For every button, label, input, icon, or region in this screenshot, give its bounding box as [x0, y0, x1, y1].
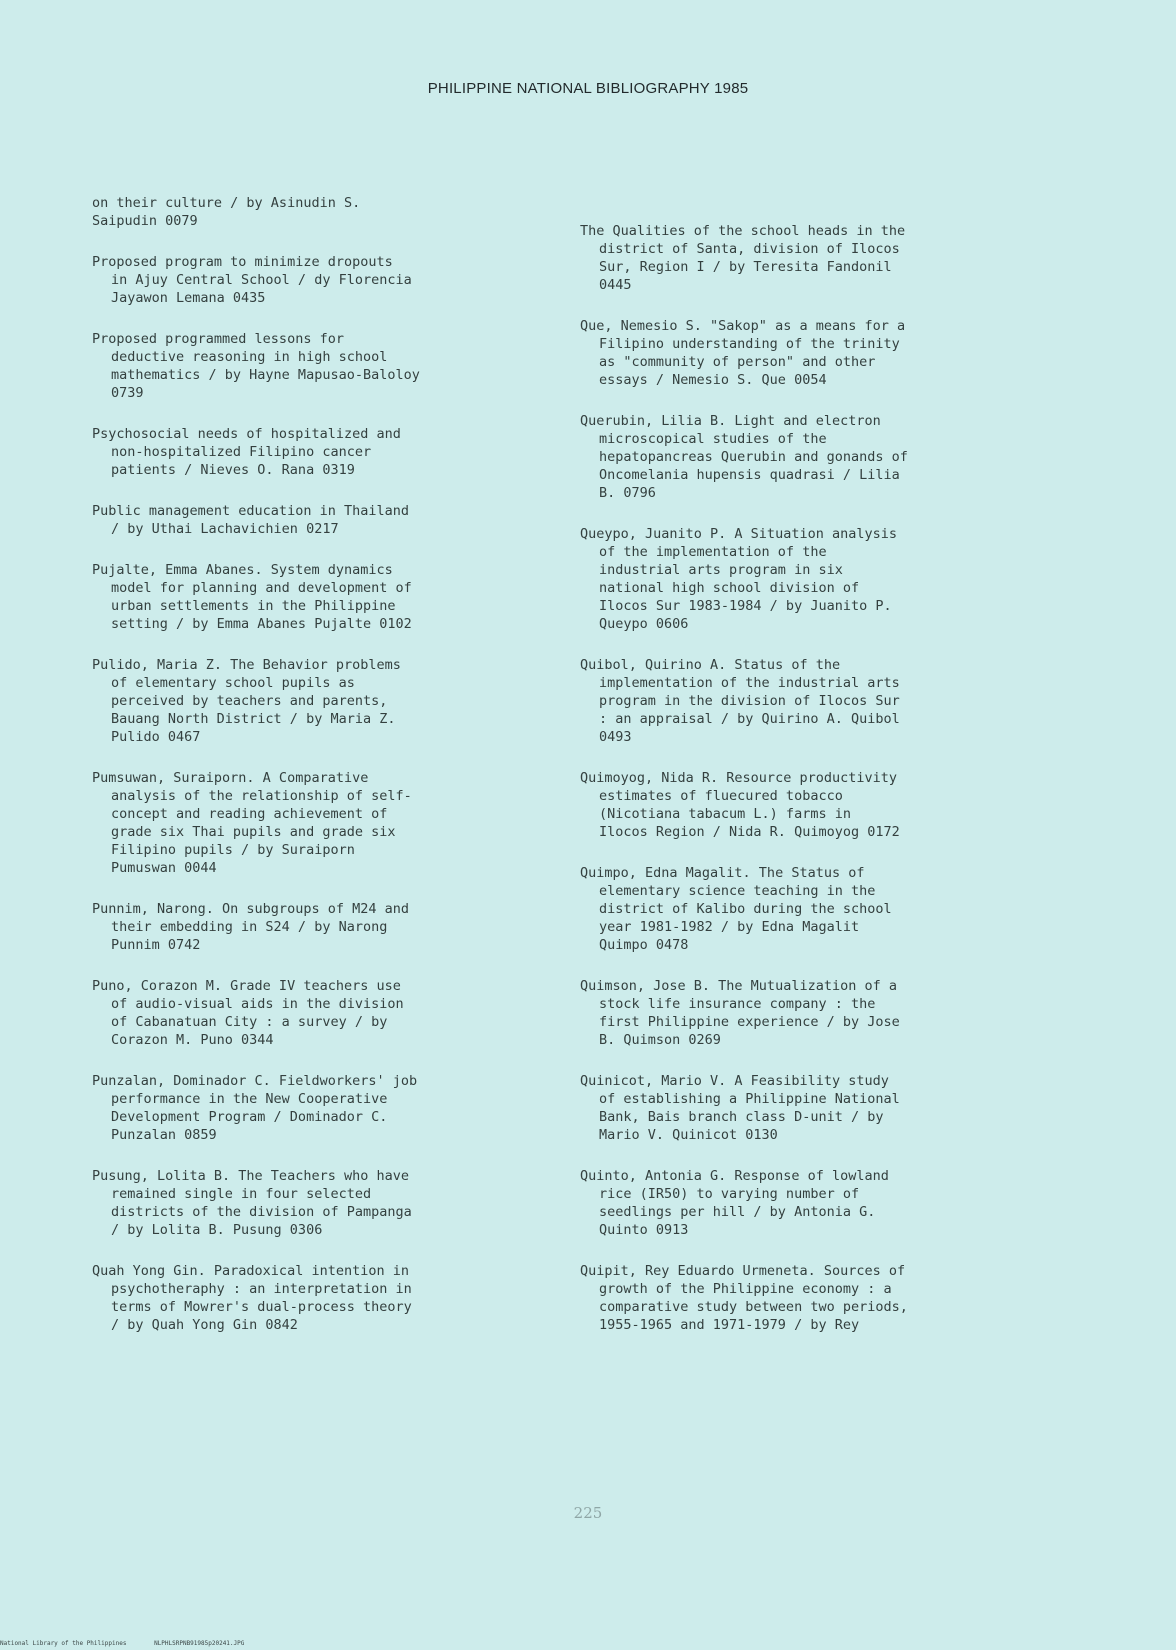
bib-entry: Quimson, Jose B. The Mutualization of a stock life insurance company : the first Philippine experience / by Jose B. Quimson 0269 [580, 978, 900, 1048]
bib-entry: Pulido, Maria Z. The Behavior problems of elementary school pupils as perceived by teachers and parents, Bauang North District / by Maria Z. Pulido 0467 [92, 657, 401, 745]
bib-entry: Punnim, Narong. On subgroups of M24 and their embedding in S24 / by Narong Punnim 0742 [92, 901, 409, 953]
bib-entry: Querubin, Lilia B. Light and electron microscopical studies of the hepatopancreas Querubin and gonands of Oncomelania hupensis quadrasi / Lilia B. 0796 [580, 413, 908, 501]
bib-entry: Quimpo, Edna Magalit. The Status of elementary science teaching in the district of Kalibo during the school year 1981-1982 / by Edna Magalit Quimpo 0478 [580, 865, 892, 953]
footer-filename: NLPHLSRPNB91985p20241.JPG [154, 1640, 245, 1647]
bib-entry: Pumsuwan, Suraiporn. A Comparative analysis of the relationship of self- concept and reading achievement of grade six Thai pupils and grade six Filipino pupils / by Suraiporn Pumuswan 0044 [92, 770, 412, 876]
footer-institution: National Library of the Philippines [0, 1640, 127, 1647]
bib-entry: Psychosocial needs of hospitalized and non-hospitalized Filipino cancer patients / Nieves O. Rana 0319 [92, 426, 401, 478]
bib-entry: Proposed program to minimize dropouts in Ajuy Central School / dy Florencia Jayawon Lemana 0435 [92, 254, 412, 306]
page-number: 225 [573, 1504, 603, 1522]
right-column [580, 222, 1050, 1357]
scan-footer [0, 1640, 268, 1647]
bib-entry: Que, Nemesio S. "Sakop" as a means for a Filipino understanding of the trinity as "community of person" and other essays / Nemesio S. Que 0054 [580, 318, 906, 388]
bib-entry: Quah Yong Gin. Paradoxical intention in psychotheraphy : an interpretation in terms of Mowrer's dual-process theory / by Quah Yong Gin 0842 [92, 1263, 412, 1333]
page-header: PHILIPPINE NATIONAL BIBLIOGRAPHY 1985 [427, 80, 749, 97]
bib-entry: Quibol, Quirino A. Status of the implementation of the industrial arts program in the division of Ilocos Sur : an appraisal / by Quirino A. Quibol 0493 [580, 657, 900, 745]
bib-entry: The Qualities of the school heads in the district of Santa, division of Ilocos Sur, Region I / by Teresita Fandonil 0445 [580, 223, 906, 293]
bib-entry: Puno, Corazon M. Grade IV teachers use of audio-visual aids in the division of Cabanatuan City : a survey / by Corazon M. Puno 0344 [92, 978, 404, 1048]
bib-entry: Quinicot, Mario V. A Feasibility study of establishing a Philippine National Bank, Bais branch class D-unit / by Mario V. Quinicot 0130 [580, 1073, 900, 1143]
bib-entry: Pusung, Lolita B. The Teachers who have remained single in four selected districts of the division of Pampanga / by Lolita B. Pusung 0306 [92, 1168, 412, 1238]
bib-entry: Proposed programmed lessons for deductive reasoning in high school mathematics / by Hayne Mapusao-Baloloy 0739 [92, 331, 420, 401]
bib-entry: Quinto, Antonia G. Response of lowland rice (IR50) to varying number of seedlings per hill / by Antonia G. Quinto 0913 [580, 1168, 889, 1238]
bib-entry: Quimoyog, Nida R. Resource productivity estimates of fluecured tobacco (Nicotiana tabacum L.) farms in Ilocos Region / Nida R. Quimoyog 0172 [580, 770, 900, 840]
bib-entry: Quipit, Rey Eduardo Urmeneta. Sources of growth of the Philippine economy : a comparative study between two periods, 1955-1965 and 1971-1979 / by Rey [580, 1263, 908, 1333]
bib-entry: Public management education in Thailand / by Uthai Lachavichien 0217 [92, 503, 409, 537]
bib-entry: on their culture / by Asinudin S. Saipudin 0079 [92, 195, 361, 229]
bib-entry: Punzalan, Dominador C. Fieldworkers' job performance in the New Cooperative Development Program / Dominador C. Punzalan 0859 [92, 1073, 418, 1143]
bib-entry: Queypo, Juanito P. A Situation analysis of the implementation of the industrial arts program in six national high school division of Ilocos Sur 1983-1984 / by Juanito P. Queypo 0606 [580, 526, 897, 632]
bib-entry: Pujalte, Emma Abanes. System dynamics model for planning and development of urban settlements in the Philippine setting / by Emma Abanes Pujalte 0102 [92, 562, 412, 632]
left-column [92, 194, 532, 1357]
